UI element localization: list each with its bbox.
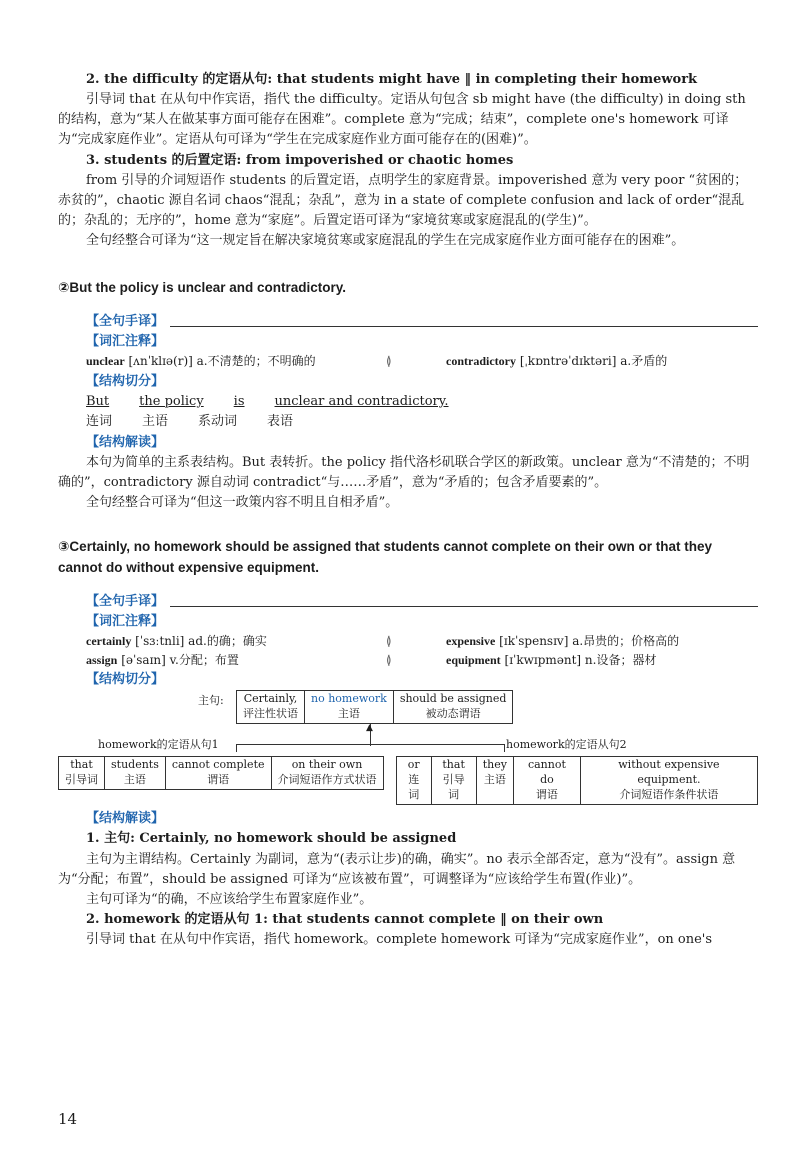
vocab-row: certainly [ˈsɜːtnli] ad.的确；确实 ≬ expensive [ɪkˈspensɪv] a.昂贵的；价格高的 [86,633,680,648]
vocab-row: unclear [ʌnˈklɪə(r)] a.不清楚的；不明确的 ≬ contradictory [ˌkɒntrəˈdɪktəri] a.矛盾的 [86,354,668,368]
vocab-tag: 【词汇注释】 [86,332,165,348]
translation-line: 【全句手译】 [58,587,758,611]
structure-split: But the policy is unclear and contradictory. 连词 主语 系动词 表语 [86,393,449,429]
translation-line: 【全句手译】 [58,307,758,331]
structure-diagram: 主句: Certainly, 评注性状语 no homework 主语 should be assigned 被动态谓语 ▲ homework的定语从句1 homework的定语从句2 that 引导词 students 主语 cannot complete 谓语 on their own 介词短语作方式状语 or 连词 that 引导词 they 主语 cannot do 谓语 without expensive equipment. 介词短语作条件状语 [58,690,758,808]
clause2-label: homework的定语从句2 [506,738,627,752]
split-tag: 【结构切分】 [86,671,165,687]
sentence-2-title: ②But the policy is unclear and contradictory. [58,280,346,296]
vocab-row: assign [əˈsaɪn] v.分配；布置 ≬ equipment [ɪˈkwɪpmənt] n.设备；器材 [86,652,657,667]
clause2-box: or 连词 that 引导词 they 主语 cannot do 谓语 without expensive equipment. 介词短语作条件状语 [396,756,758,805]
page-content [58,70,758,950]
paragraph: from 引导的介词短语作 students 的后置定语，点明学生的家庭背景。impoverished 意为 very poor “贫困的；赤贫的”，chaotic 源自名词 chaos“混乱；杂乱”，意为 in a state of complete confusion and lack of order“混乱的；杂乱的；无序的”，home 意为“家庭”。后置定语可译为“家境贫寒或家庭混乱的(学生)”。 [58,172,748,228]
main-clause-box: Certainly, 评注性状语 no homework 主语 should be assigned 被动态谓语 [236,690,513,724]
paragraph: 主句可译为“的确，不应该给学生布置家庭作业”。 [86,891,373,907]
clause1-label: homework的定语从句1 [98,738,219,752]
page-number: 14 [58,1110,78,1128]
paragraph: 引导词 that 在从句中作宾语，指代 the difficulty。定语从句包含 sb might have (the difficulty) in doing sth 的结构，意为“某人在做某事方面可能存在困难”。complete 意为“完成；结束”，complete one's homework 可译为“完成家庭作业”。定语从句可译为“学生在完成家庭作业方面可能存在的(困难)”。 [58,92,746,148]
heading-difficulty-clause: 2. the difficulty 的定语从句: that students might have ‖ in completing their homework [86,72,698,87]
vocab-tag: 【词汇注释】 [86,612,165,628]
paragraph: 主句为主谓结构。Certainly 为副词，意为“(表示让步)的确，确实”。no 表示全部否定，意为“没有”。assign 意为“分配；布置”，should be assigned 可译为“应该被布置”，可调整译为“应该给学生布置(作业)”。 [58,851,736,887]
main-label: 主句: [198,694,224,708]
paragraph: 全句经整合可译为“这一规定旨在解决家境贫寒或家庭混乱的学生在完成家庭作业方面可能存在的困难”。 [86,233,685,249]
heading-homework-clause-1: 2. homework 的定语从句 1: that students cannot complete ‖ on their own [86,911,604,927]
paragraph: 全句经整合可译为“但这一政策内容不明且自相矛盾”。 [86,495,399,511]
paragraph: 本句为简单的主系表结构。But 表转折。the policy 指代洛杉矶联合学区的新政策。unclear 意为“不清楚的；不明确的”，contradictory 源自动词 contradict“与……矛盾”，意为“矛盾的；包含矛盾要素的”。 [58,455,750,491]
paragraph: 引导词 that 在从句中作宾语，指代 homework。complete homework 可译为“完成家庭作业”，on one's [86,932,713,948]
heading-students-modifier: 3. students 的后置定语: from impoverished or chaotic homes [86,152,514,168]
sentence-3-title: ③Certainly, no homework should be assigned that students cannot complete on their own or that they cannot do without expensive equipment. [58,538,712,576]
read-tag: 【结构解读】 [86,434,165,450]
clause1-box: that 引导词 students 主语 cannot complete 谓语 on their own 介词短语作方式状语 [58,756,384,790]
read-tag: 【结构解读】 [86,810,165,826]
split-tag: 【结构切分】 [86,372,165,388]
heading-main-clause: 1. 主句: Certainly, no homework should be assigned [86,831,457,847]
